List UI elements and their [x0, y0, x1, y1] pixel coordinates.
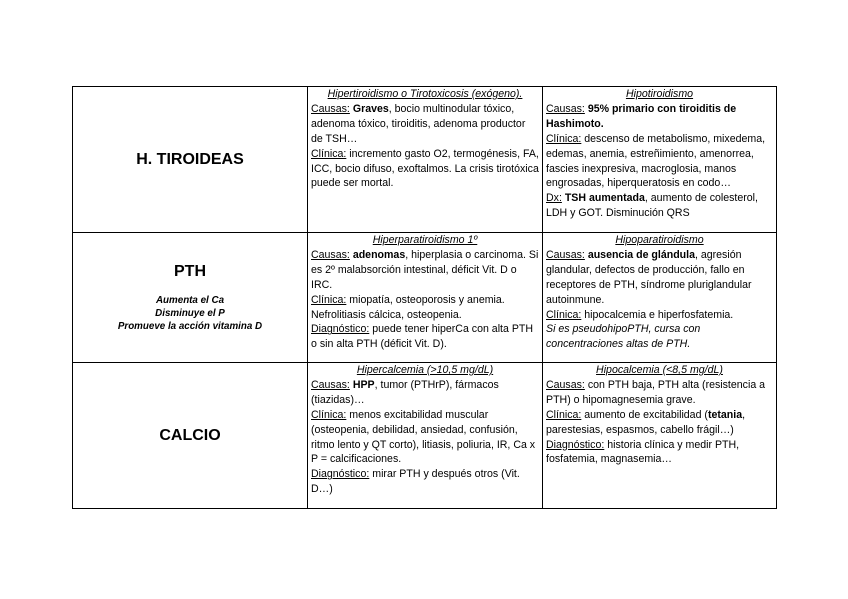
row-title: H. TIROIDEAS — [136, 150, 244, 168]
pth-effect-1: Aumenta el Ca — [155, 295, 225, 306]
causas-highlight: Graves — [352, 102, 389, 115]
diagnostico-label: Diagnóstico: — [311, 468, 370, 481]
row-header-calcio — [73, 363, 308, 509]
clinica-highlight: tetania — [707, 408, 743, 421]
clinica-text: menos excitabilidad muscular (osteopenia, debilidad, ansiedad, confusión, ritmo lento y QT corto), litiasis, poliuria, IR, Ca x P = calcificaciones. — [311, 408, 536, 466]
diagnostico-text: puede tener hiperCa con alta PTH o sin alta PTH (déficit Vit. D). — [311, 323, 534, 351]
row-title: CALCIO — [159, 426, 221, 444]
cell-title: Hipocalcemia (<8,5 mg/dL) — [596, 364, 723, 376]
causas-label: Causas: — [311, 378, 350, 391]
row-header-tiroideas — [73, 87, 308, 233]
causas-label: Causas: — [546, 248, 585, 261]
cell-title: Hipertiroidismo o Tirotoxicosis (exógeno). — [327, 88, 523, 100]
cell-hipoparatiroidismo — [543, 233, 777, 363]
clinica-label: Clínica: — [546, 132, 582, 145]
clinica-text: aumento de excitabilidad ( — [581, 408, 708, 421]
causas-label: Causas: — [311, 248, 350, 261]
causas-label: Causas: — [546, 378, 585, 391]
pth-effect-2: Disminuye el P — [155, 308, 225, 319]
causas-text: , hiperplasia o carcinoma. Si es 2º malabsorción intestinal, déficit Vit. D o IRC. — [311, 248, 539, 291]
clinica-label: Clínica: — [311, 147, 347, 160]
causas-text: con PTH baja, PTH alta (resistencia a PTH) o hipomagnesemia grave. — [546, 378, 766, 406]
table-row — [73, 233, 777, 363]
causas-text: , bocio multinodular tóxico, adenoma tóxico, tiroiditis, adenoma productor de TSH… — [311, 102, 526, 145]
diagnostico-text: mirar PTH y después otros (Vit. D…) — [311, 468, 520, 496]
causas-label: Causas: — [546, 102, 585, 115]
cell-hiperparatiroidismo — [308, 233, 543, 363]
dx-text: , aumento de colesterol, LDH y GOT. Disminución QRS — [546, 192, 758, 220]
cell-title: Hipotiroidismo — [625, 88, 694, 100]
cell-hipocalcemia — [543, 363, 777, 509]
clinica-text: incremento gasto O2, termogénesis, FA, ICC, bocio difuso, exoftalmos. La crisis tirotóxica puede ser mortal. — [311, 147, 539, 190]
pseudohipopth-note: Si es pseudohipoPTH, cursa con concentraciones altas de PTH. — [546, 323, 701, 351]
clinica-text: miopatía, osteoporosis y anemia. Nefrolitiasis cálcica, osteopenia. — [311, 293, 505, 321]
cell-hipercalcemia — [308, 363, 543, 509]
causas-highlight: HPP — [349, 378, 375, 391]
pth-effect-3: Promueve la acción vitamina D — [117, 321, 263, 332]
causas-highlight: ausencia de glándula — [584, 248, 695, 261]
diagnostico-label: Diagnóstico: — [546, 438, 605, 451]
cell-title: Hiperparatiroidismo 1º — [372, 234, 478, 246]
diagnostico-text: historia clínica y medir PTH, fosfatemia, magnasemia… — [546, 438, 740, 466]
causas-text: , tumor (PTHrP), fármacos (tiazidas)… — [311, 378, 499, 406]
table-row — [73, 363, 777, 509]
causas-text: , agresión glandular, defectos de producción, fallo en receptores de PTH, síndrome pluriglandular autoinmune. — [546, 248, 752, 306]
table-row — [73, 87, 777, 233]
row-title: PTH — [174, 263, 206, 280]
endocrine-summary-table — [72, 86, 777, 509]
clinica-text: hipocalcemia e hiperfosfatemia. — [581, 308, 734, 321]
clinica-label: Clínica: — [311, 408, 347, 421]
cell-title: Hipoparatiroidismo — [615, 234, 704, 246]
cell-title: Hipercalcemia (>10,5 mg/dL) — [356, 364, 494, 376]
causas-label: Causas: — [311, 102, 350, 115]
row-header-pth — [73, 233, 308, 363]
diagnostico-label: Diagnóstico: — [311, 323, 370, 336]
clinica-label: Clínica: — [311, 293, 347, 306]
cell-hipertiroidismo — [308, 87, 543, 233]
dx-label: Dx: — [546, 192, 562, 205]
cell-hipotiroidismo — [543, 87, 777, 233]
clinica-text: descenso de metabolismo, mixedema, edemas, anemia, estreñimiento, amenorrea, fascies inexpresiva, macroglosia, manos engrosadas, hiperqueratosis en codo… — [546, 132, 766, 190]
clinica-label: Clínica: — [546, 308, 582, 321]
dx-highlight: TSH aumentada — [561, 192, 645, 205]
causas-highlight: 95% primario con tiroiditis de Hashimoto. — [546, 102, 737, 130]
clinica-label: Clínica: — [546, 408, 582, 421]
clinica-text-cont: , parestesias, espasmos, cabello frágil…) — [546, 408, 746, 436]
causas-highlight: adenomas — [349, 248, 406, 261]
